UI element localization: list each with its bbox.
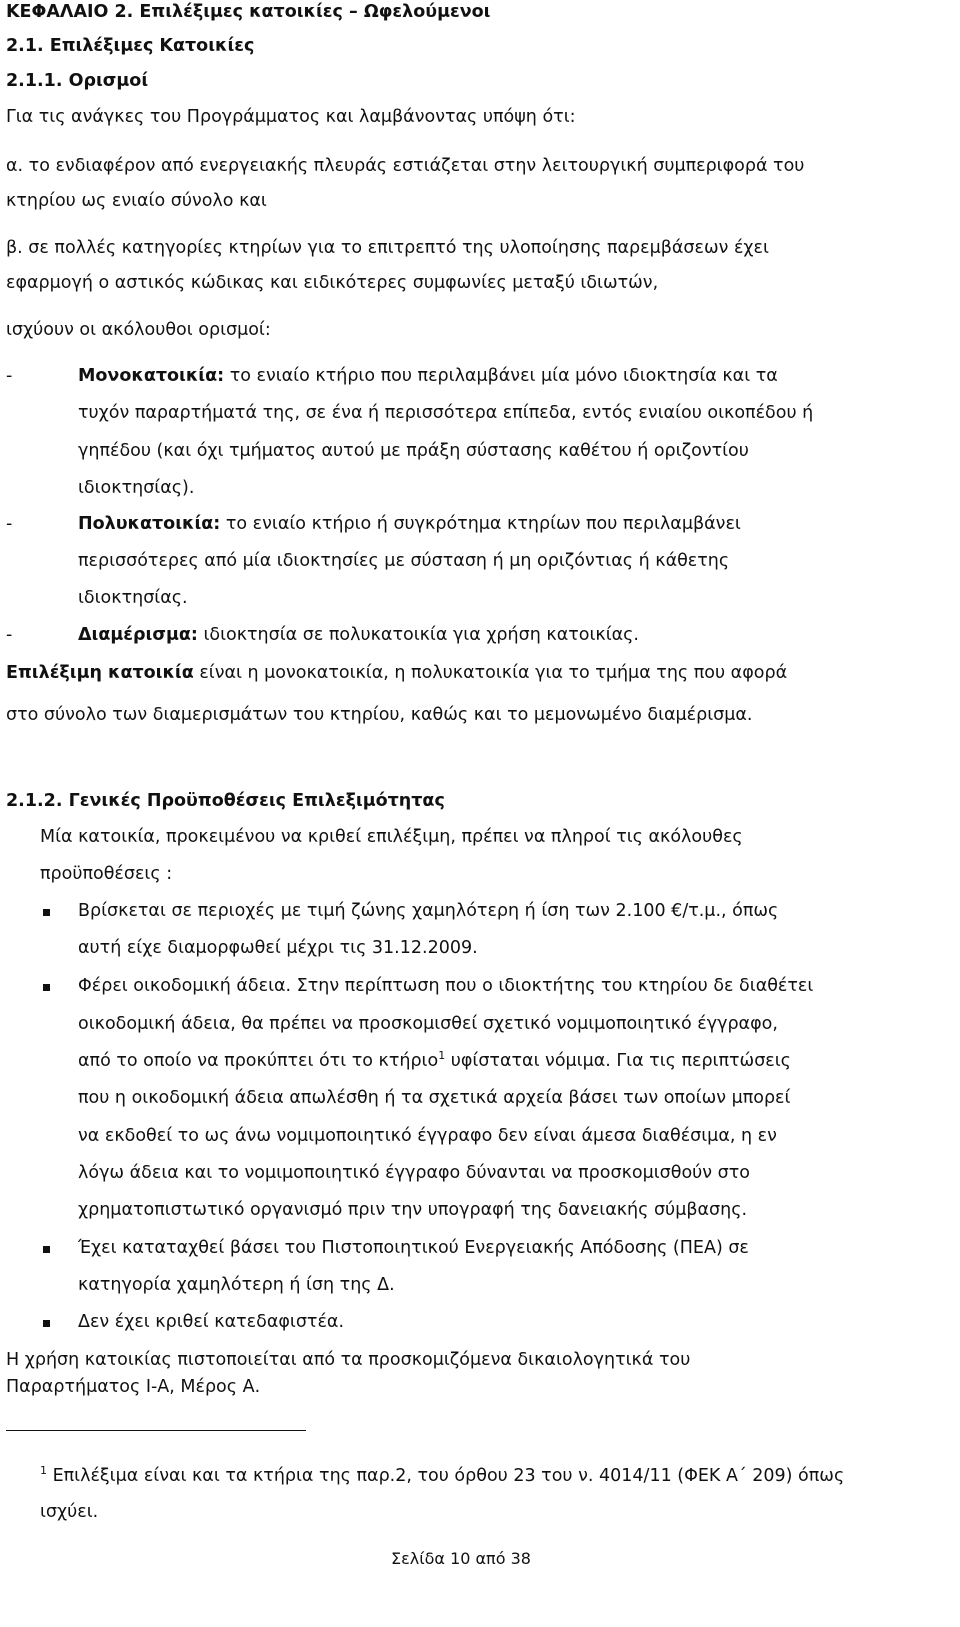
point-b-line: εφαρμογή ο αστικός κώδικας και ειδικότερες συμφωνίες μεταξύ ιδιωτών, xyxy=(6,273,659,293)
definition-line: περισσότερες από μία ιδιοκτησίες με σύσταση ή μη οριζόντιας ή κάθετης xyxy=(78,551,730,571)
eligible-line xyxy=(6,665,787,683)
square-bullet-icon xyxy=(43,984,50,991)
definition-term: Πολυκατοικία: xyxy=(78,514,221,534)
definition-line: τυχόν παραρτήματά της, σε ένα ή περισσότερα επίπεδα, εντός ενιαίου οικοπέδου ή xyxy=(78,403,814,423)
bullet-line xyxy=(78,1049,791,1071)
definition-line xyxy=(78,516,741,534)
definition-line xyxy=(78,627,639,645)
footnote-line xyxy=(40,1464,845,1486)
list-dash: - xyxy=(6,514,13,534)
definition-line: ιδιοκτησίας). xyxy=(78,478,195,498)
point-b-line: ισχύουν οι ακόλουθοι ορισμοί: xyxy=(6,320,271,340)
definition-text: το ενιαίο κτήριο ή συγκρότημα κτηρίων που περιλαμβάνει xyxy=(220,514,741,534)
footnote-separator xyxy=(6,1430,306,1431)
bullet-text: από το οποίο να προκύπτει ότι το κτήριο xyxy=(78,1051,439,1071)
intro-text: Για τις ανάγκες του Προγράμματος και λαμβάνοντας υπόψη ότι: xyxy=(6,107,576,127)
closing-line: Η χρήση κατοικίας πιστοποιείται από τα προσκομιζόμενα δικαιολογητικά του xyxy=(6,1350,691,1370)
footnote-line: ισχύει. xyxy=(40,1502,99,1522)
bullet-line: οικοδομική άδεια, θα πρέπει να προσκομισθεί σχετικό νομιμοποιητικό έγγραφο, xyxy=(78,1014,778,1034)
bullet-line: να εκδοθεί το ως άνω νομιμοποιητικό έγγραφο δεν είναι άμεσα διαθέσιμα, η εν xyxy=(78,1126,777,1146)
bullet-line: Βρίσκεται σε περιοχές με τιμή ζώνης χαμηλότερη ή ίση των 2.100 €/τ.μ., όπως xyxy=(78,901,779,921)
point-a-line: κτηρίου ως ενιαίο σύνολο και xyxy=(6,191,267,211)
definition-text: ιδιοκτησία σε πολυκατοικία για χρήση κατοικίας. xyxy=(197,625,639,645)
footnote-text: Επιλέξιμα είναι και τα κτήρια της παρ.2, του όρθου 23 του ν. 4014/11 (ΦΕΚ Α΄ 209) όπως xyxy=(52,1466,845,1486)
bullet-line: Δεν έχει κριθεί κατεδαφιστέα. xyxy=(78,1312,345,1332)
definition-line: γηπέδου (και όχι τμήματος αυτού με πράξη σύστασης καθέτου ή οριζοντίου xyxy=(78,441,749,461)
subsection-intro: προϋποθέσεις : xyxy=(40,864,173,884)
eligible-term: Επιλέξιμη κατοικία xyxy=(6,663,194,683)
definition-line: ιδιοκτησίας. xyxy=(78,588,188,608)
closing-line: Παραρτήματος Ι-Α, Μέρος Α. xyxy=(6,1377,261,1397)
list-dash: - xyxy=(6,366,13,386)
section-title: 2.1. Επιλέξιμες Κατοικίες xyxy=(6,36,255,56)
square-bullet-icon xyxy=(43,909,50,916)
bullet-line: αυτή είχε διαμορφωθεί μέχρι τις 31.12.2009. xyxy=(78,938,478,958)
bullet-text: υφίσταται νόμιμα. Για τις περιπτώσεις xyxy=(445,1051,791,1071)
subsection-title: 2.1.1. Ορισμοί xyxy=(6,71,149,91)
bullet-line: Έχει καταταχθεί βάσει του Πιστοποιητικού Ενεργειακής Απόδοσης (ΠΕΑ) σε xyxy=(78,1238,749,1258)
eligible-text: είναι η μονοκατοικία, η πολυκατοικία για το τμήμα της που αφορά xyxy=(193,663,788,683)
subsection-intro: Μία κατοικία, προκειμένου να κριθεί επιλέξιμη, πρέπει να πληροί τις ακόλουθες xyxy=(40,827,743,847)
bullet-line: λόγω άδεια και το νομιμοποιητικό έγγραφο δύνανται να προσκομισθούν στο xyxy=(78,1163,750,1183)
page-number: Σελίδα 10 από 38 xyxy=(391,1549,531,1568)
definition-term: Διαμέρισμα: xyxy=(78,625,198,645)
bullet-line: κατηγορία χαμηλότερη ή ίση της Δ. xyxy=(78,1275,395,1295)
bullet-line: χρηματοπιστωτικό οργανισμό πριν την υπογραφή της δανειακής σύμβασης. xyxy=(78,1200,748,1220)
subsection-title: 2.1.2. Γενικές Προϋποθέσεις Επιλεξιμότητας xyxy=(6,791,445,811)
definition-line xyxy=(78,368,778,386)
footnote-number: 1 xyxy=(40,1464,47,1477)
eligible-line: στο σύνολο των διαμερισμάτων του κτηρίου, καθώς και το μεμονωμένο διαμέρισμα. xyxy=(6,705,753,725)
bullet-line: που η οικοδομική άδεια απωλέσθη ή τα σχετικά αρχεία βάσει των οποίων μπορεί xyxy=(78,1088,791,1108)
definition-term: Μονοκατοικία: xyxy=(78,366,225,386)
square-bullet-icon xyxy=(43,1246,50,1253)
point-a-line: α. το ενδιαφέρον από ενεργειακής πλευράς εστιάζεται στην λειτουργική συμπεριφορά του xyxy=(6,156,805,176)
chapter-title: ΚΕΦΑΛΑΙΟ 2. Επιλέξιμες κατοικίες – Ωφελούμενοι xyxy=(6,2,491,22)
list-dash: - xyxy=(6,625,13,645)
bullet-line: Φέρει οικοδομική άδεια. Στην περίπτωση που ο ιδιοκτήτης του κτηρίου δε διαθέτει xyxy=(78,976,814,996)
definition-text: το ενιαίο κτήριο που περιλαμβάνει μία μόνο ιδιοκτησία και τα xyxy=(224,366,778,386)
point-b-line: β. σε πολλές κατηγορίες κτηρίων για το επιτρεπτό της υλοποίησης παρεμβάσεων έχει xyxy=(6,238,769,258)
square-bullet-icon xyxy=(43,1320,50,1327)
footnote-reference[interactable]: 1 xyxy=(438,1049,446,1062)
